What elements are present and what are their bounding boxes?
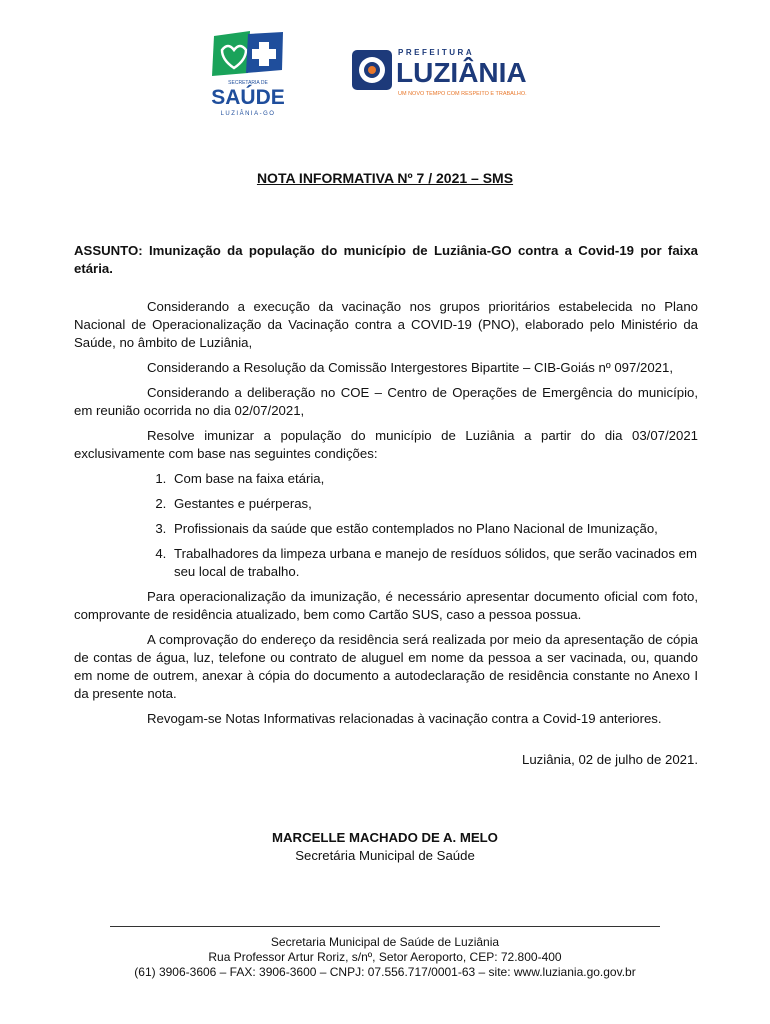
footer-line-3: (61) 3906-3606 – FAX: 3906-3600 – CNPJ: 07.556.717/0001-63 – site: www.luziania.go.gov.br — [134, 965, 636, 979]
footer-line-2: Rua Professor Artur Roriz, s/nº, Setor Aeroporto, CEP: 72.800-400 — [208, 950, 562, 964]
svg-text:SAÚDE: SAÚDE — [211, 86, 285, 109]
paragraph-4: Resolve imunizar a população do município de Luziânia a partir do dia 03/07/2021 exclusivamente com base nas seguintes condições: — [74, 428, 698, 461]
svg-text:PREFEITURA: PREFEITURA — [398, 48, 475, 57]
svg-text:UM NOVO TEMPO COM RESPEITO E T: UM NOVO TEMPO COM RESPEITO E TRABALHO. — [398, 91, 527, 97]
list-item: 1. Com base na faixa etária, — [170, 470, 698, 488]
document-title: NOTA INFORMATIVA Nº 7 / 2021 – SMS — [256, 170, 514, 186]
svg-text:LUZIÂNIA: LUZIÂNIA — [396, 57, 527, 88]
document-body — [74, 242, 698, 769]
paragraph-7: Revogam-se Notas Informativas relacionadas à vacinação contra a Covid-19 anteriores. — [147, 711, 662, 726]
prefeitura-luziania-logo — [350, 44, 555, 102]
header-logos — [0, 28, 770, 123]
page-footer — [110, 926, 660, 980]
secretaria-saude-logo — [200, 28, 295, 120]
svg-text:LUZIÂNIA-GO: LUZIÂNIA-GO — [220, 111, 276, 117]
paragraph-5: Para operacionalização da imunização, é necessário apresentar documento oficial com foto, comprovante de residência atualizado, bem como Cartão SUS, caso a pessoa possua. — [74, 589, 698, 622]
paragraph-3: Considerando a deliberação no COE – Centro de Operações de Emergência do município, em reunião ocorrida no dia 02/07/2021, — [74, 385, 698, 418]
list-item: 2. Gestantes e puérperas, — [170, 495, 698, 513]
paragraph-2: Considerando a Resolução da Comissão Intergestores Bipartite – CIB-Goiás nº 097/2021, — [147, 360, 674, 375]
signatory-name: MARCELLE MACHADO DE A. MELO — [272, 830, 498, 845]
paragraph-6: A comprovação do endereço da residência será realizada por meio da apresentação de cópia de contas de água, luz, telefone ou contrato de aluguel em nome da pessoa a ser vacinada, ou, quando em nome de outrem, anexar à cópia do documento a autodeclaração de residência constante no Anexo I da presente nota. — [74, 632, 698, 701]
list-item: 4. Trabalhadores da limpeza urbana e manejo de resíduos sólidos, que serão vacinados em seu local de trabalho. — [170, 545, 698, 581]
list-item: 3. Profissionais da saúde que estão contemplados no Plano Nacional de Imunização, — [170, 520, 698, 538]
footer-line-1: Secretaria Municipal de Saúde de Luziânia — [270, 935, 500, 949]
signatory-role: Secretária Municipal de Saúde — [295, 848, 475, 863]
conditions-list — [74, 470, 698, 581]
svg-text:SECRETARIA DE: SECRETARIA DE — [228, 80, 268, 86]
document-date: Luziânia, 02 de julho de 2021. — [522, 752, 698, 767]
signature-block — [0, 829, 770, 865]
paragraph-1: Considerando a execução da vacinação nos grupos prioritários estabelecida no Plano Nacional de Operacionalização da Vacinação contra a COVID-19 (PNO), elaborado pelo Ministério da Saúde, no âmbito de Luziânia, — [74, 299, 698, 350]
subject-line: ASSUNTO: Imunização da população do município de Luziânia-GO contra a Covid-19 por faixa etária. — [74, 243, 698, 276]
